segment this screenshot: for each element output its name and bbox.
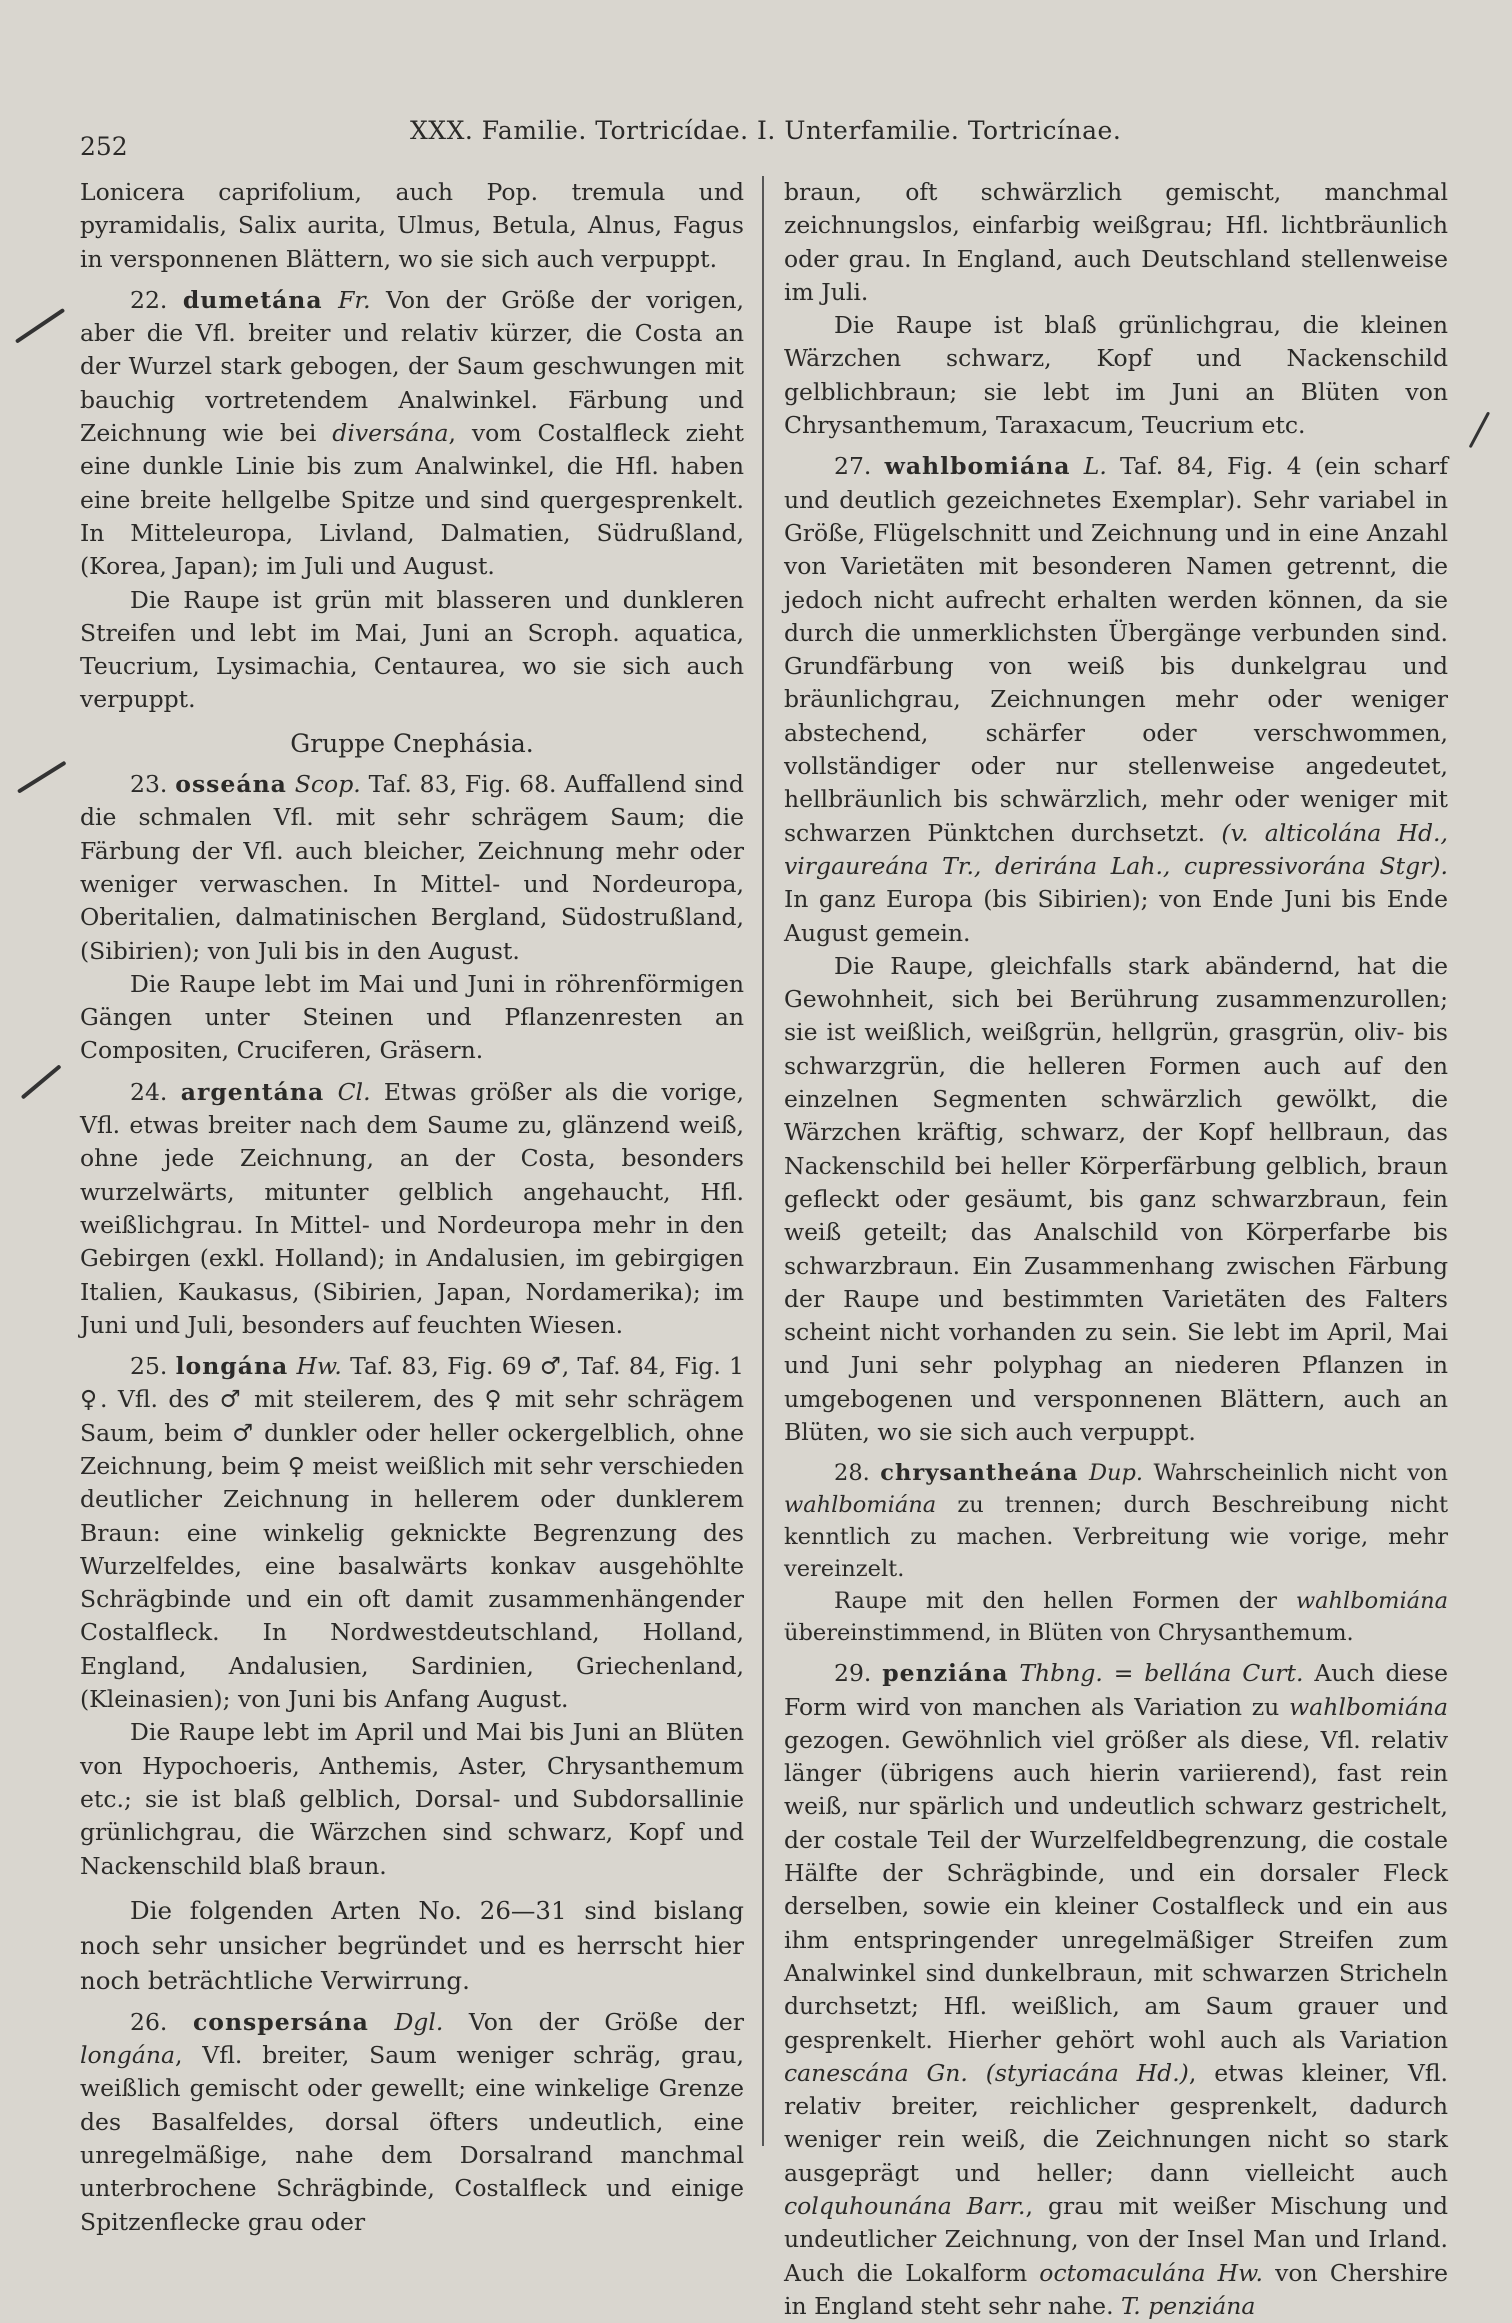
page-number: 252 bbox=[80, 132, 128, 161]
raupe-paragraph: Die Raupe lebt im Mai und Juni in röhrenförmigen Gängen unter Steinen und Pflanzenresten an Compositen, Cruciferen, Gräsern. bbox=[80, 969, 744, 1065]
raupe-paragraph: Raupe mit den hellen Formen der wahlbomiána übereinstimmend, in Blüten von Chrysanthemum. bbox=[784, 1588, 1448, 1647]
species-name: osseána bbox=[175, 770, 287, 799]
pencil-check-mark bbox=[15, 308, 65, 344]
species-reference: diversána bbox=[332, 419, 449, 448]
species-entry-27: 27. wahlbomiána L. Taf. 84, Fig. 4 (ein scharf und deutlich gezeichnetes Exemplar). Sehr variabel in Größe, Flügelschnitt und Zeichnung und in eine Anzahl von Varietäten mit besonderen Namen getrennt, die jedoch nicht aufrecht erhalten werden können, da sie durch die unmerklichsten Übergänge verbunden sind. Grundfärbung von weiß bis dunkelgrau und bräunlichgrau, Zeichnungen mehr oder weniger abstechend, schärfer oder verschwommen, vollständiger oder nur stellenweise angedeutet, hellbräunlich bis schwärzlich, mehr oder weniger mit schwarzen Pünktchen durchsetzt. (v. alticolána Hd., virgaureána Tr., derirána Lah., cupressivorána Stgr). In ganz Europa (bis Sibirien); von Ende Juni bis Ende August gemein. bbox=[784, 452, 1448, 947]
pencil-check-mark bbox=[21, 1064, 62, 1099]
species-reference: colquhounána Barr. bbox=[784, 2192, 1026, 2221]
species-entry-22: 22. dumetána Fr. Von der Größe der vorigen, aber die Vfl. breiter und relativ kürzer, die Costa an der Wurzel stark gebogen, der Saum geschwungen mit bauchig vortretendem Analwinkel. Färbung und Zeichnung wie bei diversána, vom Costalfleck zieht eine dunkle Linie bis zum Analwinkel, die Hfl. haben eine breite hellgelbe Spitze und sind quergesprenkelt. In Mitteleuropa, Livland, Dalmatien, Südrußland, (Korea, Japan); im Juli und August. bbox=[80, 285, 744, 581]
species-reference: wahlbomiána bbox=[1295, 1588, 1448, 1615]
species-reference: wahlbomiána bbox=[784, 1492, 937, 1519]
pencil-check-mark bbox=[1469, 411, 1490, 448]
species-entry-29: 29. penziána Thbng. = bellána Curt. Auch diese Form wird von manchen als Variation zu wahlbomiána gezogen. Gewöhnlich viel größer als diese, Vfl. relativ länger (übrigens auch hierin variierend), fast rein weiß, nur spärlich und undeutlich schwarz gestrichelt, der costale Teil der Wurzelfeldbegrenzung, die costale Hälfte der Schrägbinde, und ein dorsaler Fleck derselben, sowie ein kleiner Costalfleck und ein aus ihm entspringender unregelmäßiger Streifen zum Analwinkel sind dunkelbraun, mit schwarzen Stricheln durchsetzt; Hfl. weißlich, am Saum grauer und gesprenkelt. Hierher gehört wohl auch als Variation canescána Gn. (styriacána Hd.), etwas kleiner, Vfl. relativ breiter, reichlicher gesprenkelt, dadurch weniger rein weiß, die Zeichnungen nicht so stark ausgeprägt und heller; dann vielleicht auch colquhounána Barr., grau mit weißer Mischung und undeutlicher Zeichnung, von der Insel Man und Irland. Auch die Lokalform octomaculána Hw. von Chershire in England steht sehr nahe. T. penziána bbox=[784, 1659, 1448, 2320]
species-entry-28: 28. chrysantheána Dup. Wahrscheinlich nicht von wahlbomiána zu trennen; durch Beschreibung nicht kenntlich zu machen. Verbreitung wie vorige, mehr vereinzelt. bbox=[784, 1460, 1449, 1583]
raupe-paragraph: Die Raupe ist blaß grünlichgrau, die kleinen Wärzchen schwarz, Kopf und Nackenschild gelblichbraun; sie lebt im Juni an Blüten von Chrysanthemum, Taraxacum, Teucrium etc. bbox=[784, 311, 1448, 440]
species-entry-26: 26. conspersána Dgl. Von der Größe der longána, Vfl. breiter, Saum weniger schräg, grau, weißlich gemischt oder gewellt; eine winkelige Grenze des Basalfeldes, dorsal öfters undeutlich, eine unregelmäßige, nahe dem Dorsalrand manchmal unterbrochene Schrägbinde, Costalfleck und einige Spitzenflecke grau oder bbox=[80, 2007, 744, 2236]
continued-paragraph: Lonicera caprifolium, auch Pop. tremula und pyramidalis, Salix aurita, Ulmus, Betula, Alnus, Fagus in versponnenen Blättern, wo sie sich auch verpuppt. bbox=[80, 178, 744, 273]
raupe-paragraph: Die Raupe lebt im April und Mai bis Juni an Blüten von Hypochoeris, Anthemis, Aster, Chrysanthemum etc.; sie ist blaß gelblich, Dorsal- und Subdorsallinie grünlichgrau, die Wärzchen sind schwarz, Kopf und Nackenschild blaß braun. bbox=[80, 1718, 744, 1880]
species-entry-25: 25. longána Hw. Taf. 83, Fig. 69 ♂, Taf. 84, Fig. 1 ♀. Vfl. des ♂ mit steilerem, des ♀ mit sehr schrägem Saum, beim ♂ dunkler oder heller ockergelblich, ohne Zeichnung, beim ♀ meist weißlich mit sehr verschieden deutlicher Zeichnung in hellerem oder dunklerem Braun: eine winkelig geknickte Begrenzung des Wurzelfeldes, eine basalwärts konkav ausgehöhlte Schrägbinde und ein oft damit zusammenhängender Costalfleck. In Nordwestdeutschland, Holland, England, Andalusien, Sardinien, Griechenland, (Kleinasien); von Juni bis Anfang August. bbox=[80, 1352, 744, 1714]
note-paragraph: Die folgenden Arten No. 26—31 sind bislang noch sehr unsicher begründet und es herrscht hier noch beträchtliche Verwirrung. bbox=[80, 1895, 744, 1995]
running-title: XXX. Familie. Tortricídae. I. Unterfamilie. Tortricínae. bbox=[410, 116, 1122, 145]
page-header bbox=[80, 112, 1460, 162]
raupe-paragraph: Die Raupe ist grün mit blasseren und dunkleren Streifen und lebt im Mai, Juni an Scroph. aquatica, Teucrium, Lysimachia, Centaurea, wo sie sich auch verpuppt. bbox=[80, 585, 744, 714]
left-column bbox=[80, 176, 744, 2239]
species-author: L. bbox=[1083, 452, 1107, 481]
species-name: penziána bbox=[882, 1659, 1009, 1688]
species-author: Scop. bbox=[294, 770, 361, 799]
species-author: Dgl. bbox=[394, 2007, 444, 2036]
species-reference: octomaculána Hw. bbox=[1039, 2258, 1263, 2287]
species-reference: canescána Gn. (styriacána Hd.) bbox=[784, 2058, 1189, 2087]
continued-paragraph: braun, oft schwärzlich gemischt, manchmal zeichnungslos, einfarbig weißgrau; Hfl. lichtbräunlich oder grau. In England, auch Deutschland stellenweise im Juli. bbox=[784, 178, 1448, 306]
species-author: Thbng. bbox=[1019, 1659, 1103, 1688]
species-author: Fr. bbox=[338, 285, 371, 314]
species-name: conspersána bbox=[192, 2007, 369, 2036]
species-name: wahlbomiána bbox=[884, 452, 1071, 481]
pencil-check-mark bbox=[17, 761, 67, 794]
column-divider bbox=[762, 176, 764, 2146]
group-heading: Gruppe Cnephásia. bbox=[290, 728, 534, 758]
right-column bbox=[784, 176, 1448, 2323]
species-name: argentána bbox=[180, 1077, 325, 1106]
species-entry-24: 24. argentána Cl. Etwas größer als die vorige, Vfl. etwas breiter nach dem Saume zu, glänzend weiß, ohne jede Zeichnung, an der Costa, besonders wurzelwärts, mitunter gelblich angehaucht, Hfl. weißlichgrau. In Mittel- und Nordeuropa mehr in den Gebirgen (exkl. Holland); in Andalusien, im gebirgigen Italien, Kaukasus, (Sibirien, Japan, Nordamerika); im Juni und Juli, besonders auf feuchten Wiesen. bbox=[80, 1077, 744, 1339]
species-entry-23: 23. osseána Scop. Taf. 83, Fig. 68. Auffallend sind die schmalen Vfl. mit sehr schrägem Saum; die Färbung der Vfl. auch bleicher, Zeichnung mehr oder weniger verwaschen. In Mittel- und Nordeuropa, Oberitalien, dalmatinischen Bergland, Südostrußland, (Sibirien); von Juli bis in den August. bbox=[80, 770, 744, 965]
synonym: = bellána Curt. bbox=[1113, 1659, 1304, 1688]
species-reference: T. penziána bbox=[1121, 2291, 1256, 2320]
species-reference: longána bbox=[80, 2041, 175, 2070]
species-author: Dup. bbox=[1088, 1460, 1144, 1487]
species-name: dumetána bbox=[182, 285, 323, 314]
species-name: longána bbox=[175, 1352, 289, 1381]
species-author: Hw. bbox=[296, 1352, 342, 1381]
variety-list: (v. alticolána Hd., virgaureána Tr., derirána Lah., cupressivorána Stgr). bbox=[784, 818, 1448, 880]
species-name: chrysantheána bbox=[880, 1460, 1079, 1487]
raupe-paragraph: Die Raupe, gleichfalls stark abändernd, hat die Gewohnheit, sich bei Berührung zusammenzurollen; sie ist weißlich, weißgrün, hellgrün, grasgrün, oliv- bis schwarzgrün, die helleren Formen auch auf den einzelnen Segmenten schwärzlich gewölkt, die Wärzchen kräftig, schwarz, der Kopf hellbraun, das Nackenschild bei heller Körperfärbung gelblich, braun gefleckt oder gesäumt, bis ganz schwarzbraun, fein weiß geteilt; das Analschild von Körperfarbe bis schwarzbraun. Ein Zusammenhang zwischen Färbung der Raupe und bestimmten Varietäten des Falters scheint nicht vorhanden zu sein. Sie lebt im April, Mai und Juni sehr polyphag an niederen Pflanzen in umgebogenen und versponnenen Blättern, auch an Blüten, wo sie sich auch verpuppt. bbox=[784, 951, 1448, 1446]
species-author: Cl. bbox=[337, 1077, 371, 1106]
species-reference: wahlbomiána bbox=[1289, 1692, 1448, 1721]
